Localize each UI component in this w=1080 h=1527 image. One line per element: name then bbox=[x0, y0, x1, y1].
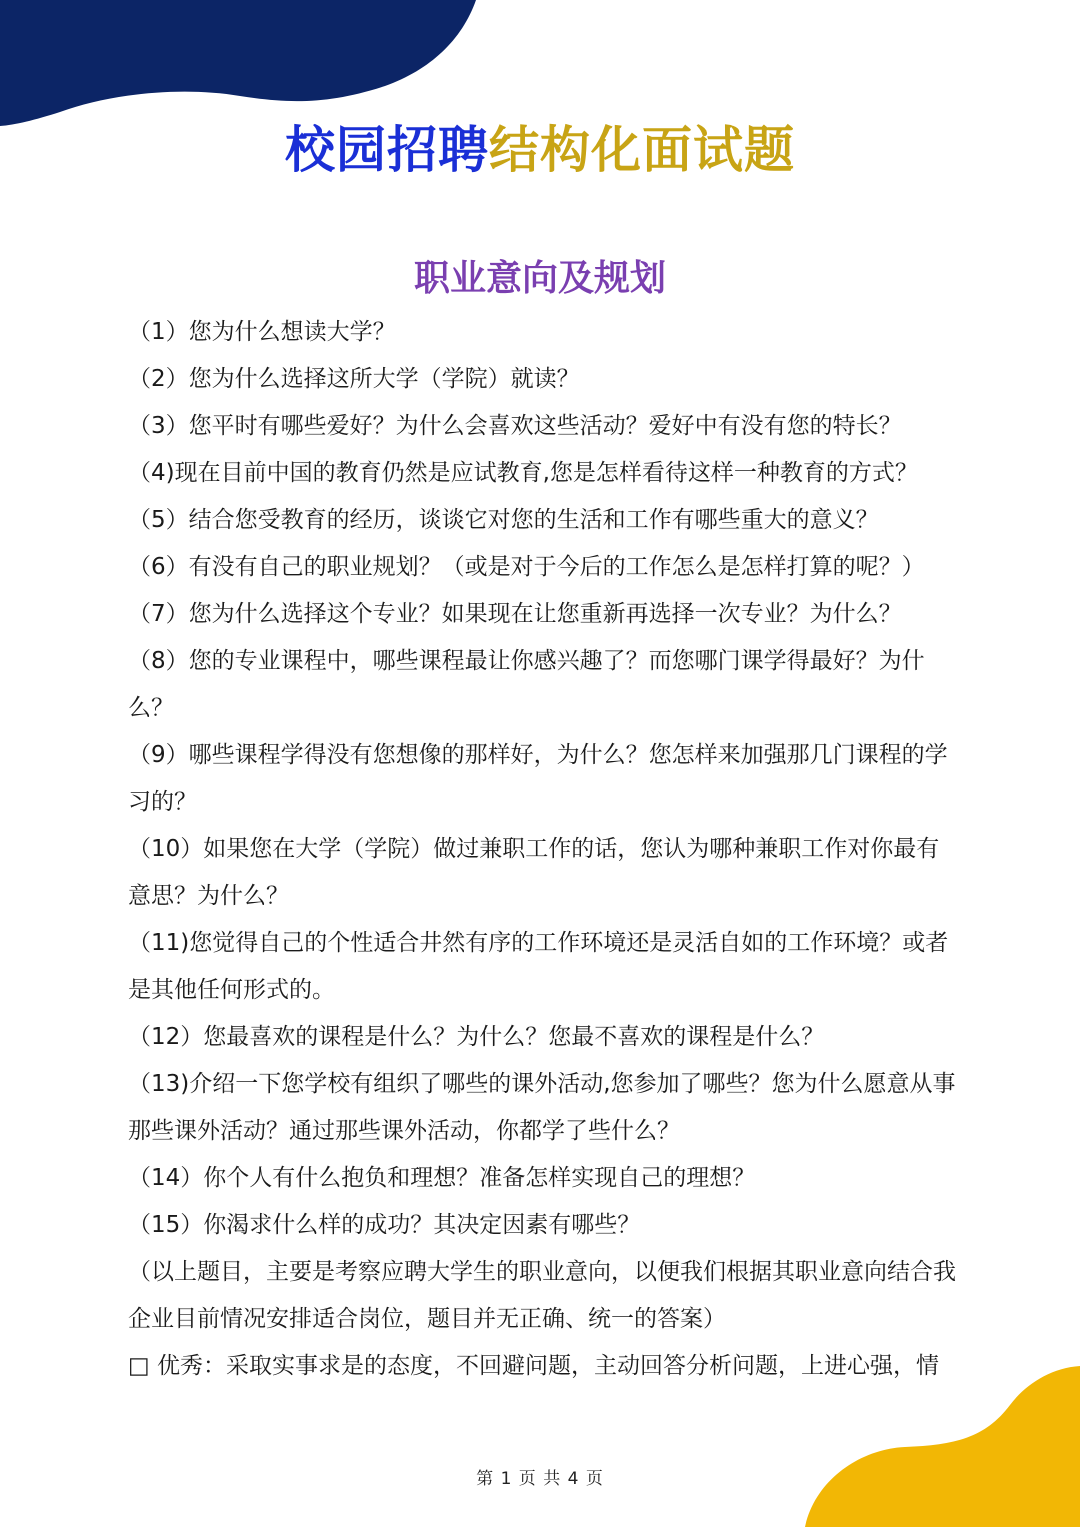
question-8: （8）您的专业课程中，哪些课程最让你感兴趣了？而您哪门课学得最好？为什么？ bbox=[128, 648, 925, 721]
bottom-right-gold-blob bbox=[805, 1366, 1080, 1527]
question-7: （7）您为什么选择这个专业？如果现在让您重新再选择一次专业？为什么？ bbox=[128, 601, 902, 627]
question-3: （3）您平时有哪些爱好？为什么会喜欢这些活动？爱好中有没有您的特长？ bbox=[128, 413, 902, 439]
doc-title-part1: 校园招聘 bbox=[285, 121, 489, 179]
question-6: （6）有没有自己的职业规划？（或是对于今后的工作怎么是怎样打算的呢？） bbox=[128, 554, 925, 580]
doc-title bbox=[0, 110, 1080, 182]
question-1: （1）您为什么想读大学？ bbox=[128, 319, 396, 345]
page-footer: 第 1 页 共 4 页 bbox=[476, 1469, 604, 1489]
question-10: （10）如果您在大学（学院）做过兼职工作的话，您认为哪种兼职工作对你最有意思？为什么？ bbox=[128, 836, 940, 909]
question-13: （13)介绍一下您学校有组织了哪些的课外活动,您参加了哪些？您为什么愿意从事那些课外活动？通过那些课外活动，你都学了些什么？ bbox=[128, 1071, 956, 1144]
question-15: （15）你渴求什么样的成功？其决定因素有哪些？ bbox=[128, 1212, 641, 1238]
doc-title-part2: 结构化面试题 bbox=[489, 121, 795, 179]
question-list bbox=[128, 309, 958, 1390]
question-2: （2）您为什么选择这所大学（学院）就读？ bbox=[128, 366, 580, 392]
question-12: （12）您最喜欢的课程是什么？为什么？您最不喜欢的课程是什么？ bbox=[128, 1024, 825, 1050]
rating-excellent: □ 优秀：采取实事求是的态度，不回避问题，主动回答分析问题，上进心强，情 bbox=[128, 1353, 940, 1379]
question-9: （9）哪些课程学得没有您想像的那样好，为什么？您怎样来加强那几门课程的学习的？ bbox=[128, 742, 948, 815]
top-left-navy-blob bbox=[0, 0, 476, 126]
question-14: （14）你个人有什么抱负和理想？准备怎样实现自己的理想？ bbox=[128, 1165, 756, 1191]
question-5: （5）结合您受教育的经历，谈谈它对您的生活和工作有哪些重大的意义？ bbox=[128, 507, 879, 533]
question-4: （4)现在目前中国的教育仍然是应试教育,您是怎样看待这样一种教育的方式？ bbox=[128, 460, 918, 486]
question-11: （11)您觉得自己的个性适合井然有序的工作环境还是灵活自如的工作环境？或者是其他任何形式的。 bbox=[128, 930, 949, 1003]
note-paragraph: （以上题目，主要是考察应聘大学生的职业意向，以便我们根据其职业意向结合我企业目前情况安排适合岗位，题目并无正确、统一的答案） bbox=[128, 1259, 956, 1332]
section-title: 职业意向及规划 bbox=[413, 258, 666, 299]
